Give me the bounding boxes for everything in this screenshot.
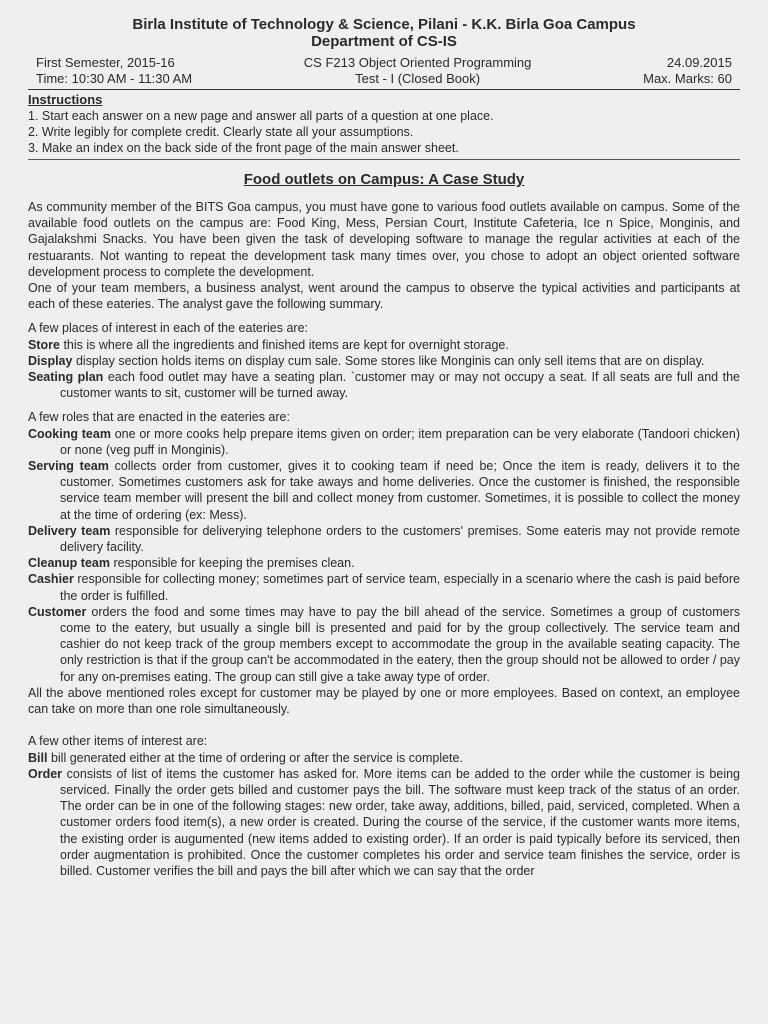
- meta-right: [643, 55, 732, 87]
- definition-term: Customer: [28, 604, 87, 619]
- definition-term: Display: [28, 353, 73, 368]
- meta-center: [304, 55, 532, 87]
- definition-text: consists of list of items the customer has asked for. More items can be added to the order while the customer is being serviced. Finally the order gets billed and customer pays the bill. The software must keep track of the status of an order. The order can be in one of the following stages: new order, take away, additions, billed, paid, serviced, completed. When a customer orders food item(s), a new order is created. During the course of the service, if the customer wants more items, the existing order is augumented (new items added to existing order). If an order is paid typically before its serviced, then order augmentation is prohibited. Once the customer completes his order and service team finishes the service, order is billed. Customer verifies the bill and pays the bill after which we can say that the order: [60, 766, 740, 878]
- exam-date: 24.09.2015: [666, 55, 732, 70]
- exam-time: Time: 10:30 AM - 11:30 AM: [36, 71, 193, 86]
- definition-term: Store: [28, 337, 60, 352]
- roles-closing: All the above mentioned roles except for customer may be played by one or more employees. Based on context, an employee can take on more than one role simultaneously.: [28, 685, 740, 717]
- definition-text: responsible for keeping the premises clean.: [113, 556, 355, 571]
- definition-text: responsible for deliverying telephone orders to the customers' premises. Some eateris may not provide remote delivery facility.: [60, 523, 740, 555]
- instructions-divider: [28, 159, 740, 160]
- place-definition: [28, 369, 740, 401]
- meta-left: [36, 55, 192, 87]
- definition-term: Order: [28, 766, 63, 781]
- definition-term: Cleanup team: [28, 556, 110, 571]
- definition-term: Serving team: [28, 459, 109, 474]
- instruction-item: 1. Start each answer on a new page and answer all parts of a question at one place.: [28, 109, 494, 123]
- instruction-item: 2. Write legibly for complete credit. Clearly state all your assumptions.: [28, 125, 414, 139]
- role-definition: [28, 571, 740, 603]
- institute-name: Birla Institute of Technology & Science, Pilani - K.K. Birla Goa Campus: [132, 16, 636, 33]
- semester: First Semester, 2015-16: [36, 55, 175, 70]
- max-marks: Max. Marks: 60: [643, 71, 732, 86]
- intro-paragraph: As community member of the BITS Goa campus, you must have gone to various food outlets available on campus. Some of the available food outlets on the campus are: Food King, Mess, Persian Court, Institute Cafeteria, Ice n Spice, Monginis, and Gajalakshmi Snacks. You have been given the task of developing software to manage the regular activities at each of the restuarants. Not wanting to repeat the development task many times over, you chose to adopt an object oriented software development process to complete the development.: [28, 200, 740, 279]
- definition-text: one or more cooks help prepare items given on order; item preparation can be very elaborate (Tandoori chicken) or none (veg puff in Monginis).: [60, 426, 740, 457]
- course-name: CS F213 Object Oriented Programming: [303, 55, 532, 70]
- role-definition: [28, 458, 740, 523]
- case-study-title: Food outlets on Campus: A Case Study: [243, 171, 525, 188]
- others-intro: A few other items of interest are:: [28, 734, 208, 749]
- place-definition: [28, 337, 740, 353]
- definition-text: responsible for collecting money; sometimes part of service team, especially in a scenario where the cash is paid before the order is fulfilled.: [60, 572, 740, 603]
- item-definition: [28, 750, 740, 766]
- item-definition: [28, 766, 740, 879]
- intro-paragraph: One of your team members, a business analyst, went around the campus to observe the typical activities and participants at each of these eateries. The analyst gave the following summary.: [28, 281, 740, 312]
- test-name: Test - I (Closed Book): [355, 71, 481, 86]
- places-intro: A few places of interest in each of the eateries are:: [28, 321, 309, 336]
- role-definition: [28, 604, 740, 685]
- definition-term: Seating plan: [28, 370, 104, 385]
- department-name: Department of CS-IS: [311, 33, 457, 50]
- definition-text: collects order from customer, gives it to cooking team if need be; Once the item is ready, delivers it to the customer. Sometimes customers ask for take aways and home deliveries. Once the customer is finished, the responsible service team member will present the bill and collect money from customer. Sometimes, it is possible to collect the money at the time of ordering (ex: Mess).: [60, 459, 740, 522]
- place-definition: [28, 353, 740, 369]
- definition-text: bill generated either at the time of ordering or after the service is complete.: [50, 750, 463, 765]
- definition-term: Cooking team: [28, 426, 111, 441]
- definition-term: Delivery team: [28, 523, 111, 538]
- definition-term: Bill: [28, 750, 48, 765]
- instructions-title: Instructions: [28, 92, 103, 107]
- role-definition: [28, 555, 740, 571]
- definition-text: display section holds items on display cum sale. Some stores like Monginis can only sell items that are on display.: [75, 353, 705, 368]
- role-definition: [28, 426, 740, 458]
- header-divider: [28, 89, 740, 90]
- roles-intro: A few roles that are enacted in the eateries are:: [28, 410, 290, 425]
- definition-text: orders the food and some times may have to pay the bill ahead of the service. Sometimes a group of customers come to the eatery, but usually a single bill is presented and paid for by the group collectively. The service team and cashier do not keep track of the group members except to accommodate the group in the available seating capacity. The only restriction is that if the group can't be accommodated in the eatery, then the group should not be allowed to order / pay for any on-premises eating. The group can still give a take away type of order.: [60, 604, 740, 684]
- definition-text: each food outlet may have a seating plan. `customer may or may not occupy a seat. If all seats are full and the customer wants to sit, customer will be turned away.: [60, 370, 740, 401]
- instruction-item: 3. Make an index on the back side of the front page of the main answer sheet.: [28, 141, 459, 155]
- definition-text: this is where all the ingredients and finished items are kept for overnight storage.: [63, 337, 509, 352]
- role-definition: [28, 523, 740, 555]
- definition-term: Cashier: [28, 572, 74, 587]
- exam-meta: [28, 55, 740, 87]
